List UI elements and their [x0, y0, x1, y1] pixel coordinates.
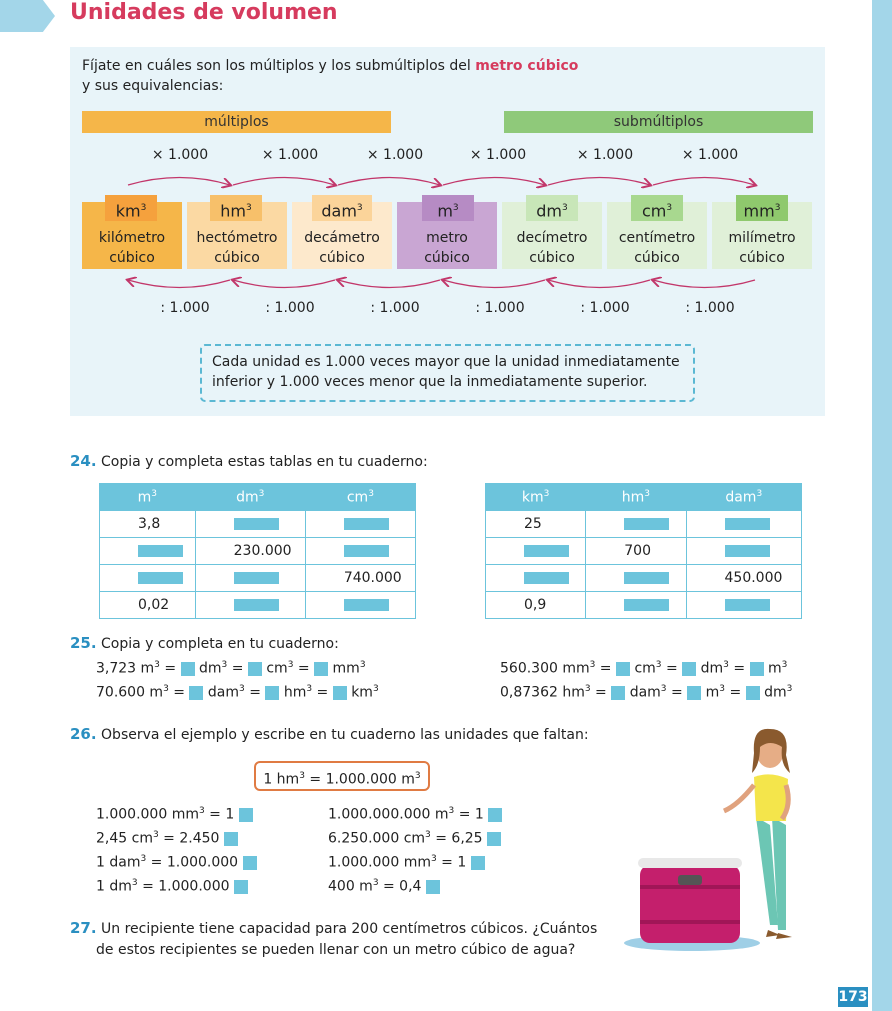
- side-margin-band: [872, 0, 892, 1011]
- blank-cell: [624, 518, 669, 530]
- unit-symbol-cm: $cm^3$: [631, 195, 683, 221]
- exercise-27: 27. Un recipiente tiene capacidad para 200 centímetros cúbicos. ¿Cuántos de estos recipientes se pueden llenar con un metro cúbico de agua?: [70, 919, 598, 958]
- table-row: 450.000: [486, 565, 802, 592]
- ex26-right-line: 1.000.000.000 $m^3 = 1$: [328, 806, 502, 823]
- multiply-label: × 1.000: [576, 147, 634, 163]
- unit-name-dam: decámetro cúbico: [304, 230, 380, 266]
- ex26-right-line: 1.000.000 $mm^3 = 1$: [328, 854, 485, 871]
- unit-name-km: kilómetro cúbico: [98, 230, 166, 266]
- woman-with-barrel-illustration: [620, 725, 850, 955]
- intro-text-before: Fíjate en cuáles son los múltiplos y los submúltiplos del: [82, 58, 476, 74]
- table-header: $dm^3$: [195, 484, 305, 511]
- unit-symbol-dm: $dm^3$: [526, 195, 578, 221]
- ex26-left-line: 1 dam$^3$ = 1.000.000: [96, 854, 257, 871]
- unit-name-m: metro cúbico: [424, 230, 470, 266]
- blank-cell: [234, 518, 279, 530]
- unit-symbol-hm: $hm^3$: [210, 195, 262, 221]
- unit-symbol-mm: $mm^3$: [736, 195, 788, 221]
- table-row: 230.000: [100, 538, 416, 565]
- multiply-label: × 1.000: [469, 147, 527, 163]
- blank-cell: [624, 599, 669, 611]
- blank-cell: [524, 572, 569, 584]
- blank-cell: [524, 545, 569, 557]
- multiply-label: × 1.000: [261, 147, 319, 163]
- page-number: 173: [838, 989, 868, 1005]
- divide-label: : 1.000: [580, 300, 630, 316]
- divide-label: : 1.000: [685, 300, 735, 316]
- note-line-1: Cada unidad es 1.000 veces mayor que la unidad inmediatamente: [212, 354, 680, 370]
- divide-label: : 1.000: [370, 300, 420, 316]
- table-row: 3,8: [100, 511, 416, 538]
- blank-cell: [624, 572, 669, 584]
- table-row: 25: [486, 511, 802, 538]
- ex25-line-3: 560.300 $mm^3 = cm^3 = dm^3 = m^3$: [500, 660, 788, 677]
- multiply-label: × 1.000: [366, 147, 424, 163]
- exercise-24-title: 24. Copia y completa estas tablas en tu cuaderno:: [70, 452, 428, 470]
- table-header: $hm^3$: [586, 484, 686, 511]
- table-header: $m^3$: [100, 484, 196, 511]
- blank-cell: [725, 599, 770, 611]
- submultiples-band: submúltiplos: [504, 111, 813, 133]
- ex26-right-line: 6.250.000 $cm^3 = 6,25$: [328, 830, 501, 847]
- unit-name-mm: milímetro cúbico: [728, 230, 796, 266]
- exercise-25-title: 25. Copia y completa en tu cuaderno:: [70, 634, 339, 652]
- ex26-right-line: 400 $m^3 = 0,4$: [328, 878, 440, 895]
- ex26-left-line: 1.000.000 $mm^3 = 1$: [96, 806, 253, 823]
- unit-symbol-km: $km^3$: [105, 195, 157, 221]
- header-tab-shape: [0, 0, 55, 32]
- table-header: dam$^3$: [686, 484, 802, 511]
- unit-name-hm: hectómetro cúbico: [196, 230, 278, 266]
- blank-cell: [344, 545, 389, 557]
- unit-symbol-dam: dam$^3$: [312, 195, 372, 221]
- table-row: 0,02: [100, 592, 416, 619]
- table-row: 0,9: [486, 592, 802, 619]
- intro-text: [82, 56, 578, 96]
- exercise-26-title: 26. Observa el ejemplo y escribe en tu cuaderno las unidades que faltan:: [70, 725, 589, 743]
- blank-cell: [725, 518, 770, 530]
- ex25-line-4: 0,87362 $hm^3 = dam^3 = m^3 = dm^3$: [500, 684, 793, 701]
- blank-cell: [344, 599, 389, 611]
- blank-cell: [344, 518, 389, 530]
- intro-text-after: y sus equivalencias:: [82, 78, 224, 94]
- table-header: $km^3$: [486, 484, 586, 511]
- note-box: [200, 344, 695, 402]
- blank-cell: [234, 572, 279, 584]
- ex25-line-1: 3,723 $m^3 = dm^3 = cm^3 = mm^3$: [96, 660, 366, 677]
- divide-label: : 1.000: [475, 300, 525, 316]
- barrel-icon: [638, 858, 742, 943]
- divide-label: : 1.000: [160, 300, 210, 316]
- table-header: $cm^3$: [305, 484, 415, 511]
- note-line-2: inferior y 1.000 veces menor que la inmediatamente superior.: [212, 374, 648, 390]
- unit-name-cm: centímetro cúbico: [618, 230, 696, 266]
- table-1: [99, 483, 416, 619]
- page-title: Unidades de volumen: [70, 0, 338, 25]
- ex25-line-2: 70.600 $m^3 = dam^3 = hm^3 = km^3$: [96, 684, 379, 701]
- blank-cell: [138, 572, 183, 584]
- ex26-left-line: 2,45 $cm^3 = 2.450$: [96, 830, 238, 847]
- example-box: 1 $hm^3 = 1.000.000$ $m^3$: [254, 761, 430, 791]
- unit-symbol-m: $m^3$: [422, 195, 474, 221]
- table-2: [485, 483, 802, 619]
- blank-cell: [138, 545, 183, 557]
- table-row: 700: [486, 538, 802, 565]
- multiply-label: × 1.000: [681, 147, 739, 163]
- intro-highlight: metro cúbico: [475, 58, 579, 74]
- multiples-band: múltiplos: [82, 111, 391, 133]
- unit-name-dm: decímetro cúbico: [516, 230, 588, 266]
- multiply-label: × 1.000: [151, 147, 209, 163]
- divide-label: : 1.000: [265, 300, 315, 316]
- ex26-left-line: 1 $dm^3 = 1.000.000$: [96, 878, 248, 895]
- blank-cell: [725, 545, 770, 557]
- table-row: 740.000: [100, 565, 416, 592]
- blank-cell: [234, 599, 279, 611]
